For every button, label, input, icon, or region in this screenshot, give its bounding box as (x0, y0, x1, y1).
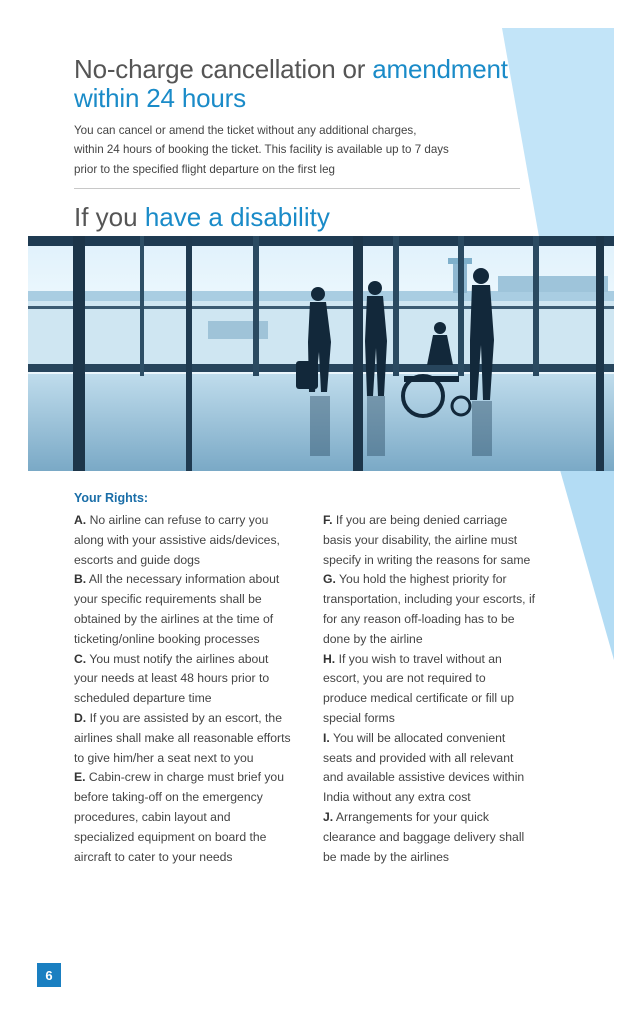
section-heading-disability: If you have a disability (74, 202, 330, 232)
right-item-e: E. Cabin-crew in charge must brief you before taking-off on the emergency procedures, cabin layout and specialized equipment on board the aircraft to cater to your needs (74, 770, 284, 864)
section-heading-cancellation: No-charge cancellation or amendment within 24 hours (74, 54, 508, 113)
right-item-i: I. You will be allocated convenient seats and provided with all relevant and available assistive devices within India without any extra cost (323, 730, 525, 805)
right-item-j: J. Arrangements for your quick clearance and baggage delivery shall be made by the airlines (323, 809, 525, 864)
right-item-a: A. No airline can refuse to carry you along with your assistive aids/devices, escorts and guide dogs (74, 513, 280, 567)
right-item-h: H. If you wish to travel without an escort, you are not required to produce medical certificate or fill up special forms (323, 651, 515, 725)
rights-column-left (74, 511, 302, 867)
page-number-badge: 6 (37, 963, 61, 987)
right-item-f: F. If you are being denied carriage basis your disability, the airline must specify in writing the reasons for same (323, 513, 531, 567)
airport-photo (28, 236, 614, 471)
cancellation-description: You can cancel or amend the ticket without any additional charges, within 24 hours of booking the ticket. This facility is available up to 7 days prior to the specified flight departure on the first leg (74, 124, 449, 176)
right-item-c: C. You must notify the airlines about your needs at least 48 hours prior to scheduled departure time (74, 651, 270, 706)
right-item-g: G. You hold the highest priority for transportation, including your escorts, if for any reason off-loading has to be done by the airline (323, 572, 536, 646)
rights-column-right (323, 511, 553, 867)
rights-title: Your Rights: (74, 491, 149, 505)
section-divider (74, 188, 520, 189)
right-item-b: B. All the necessary information about your specific requirements shall be obtained by the airlines at the time of ticketing/online booking processes (74, 572, 280, 646)
right-item-d: D. If you are assisted by an escort, the airlines shall make all reasonable efforts to give him/her a seat next to you (74, 710, 291, 765)
